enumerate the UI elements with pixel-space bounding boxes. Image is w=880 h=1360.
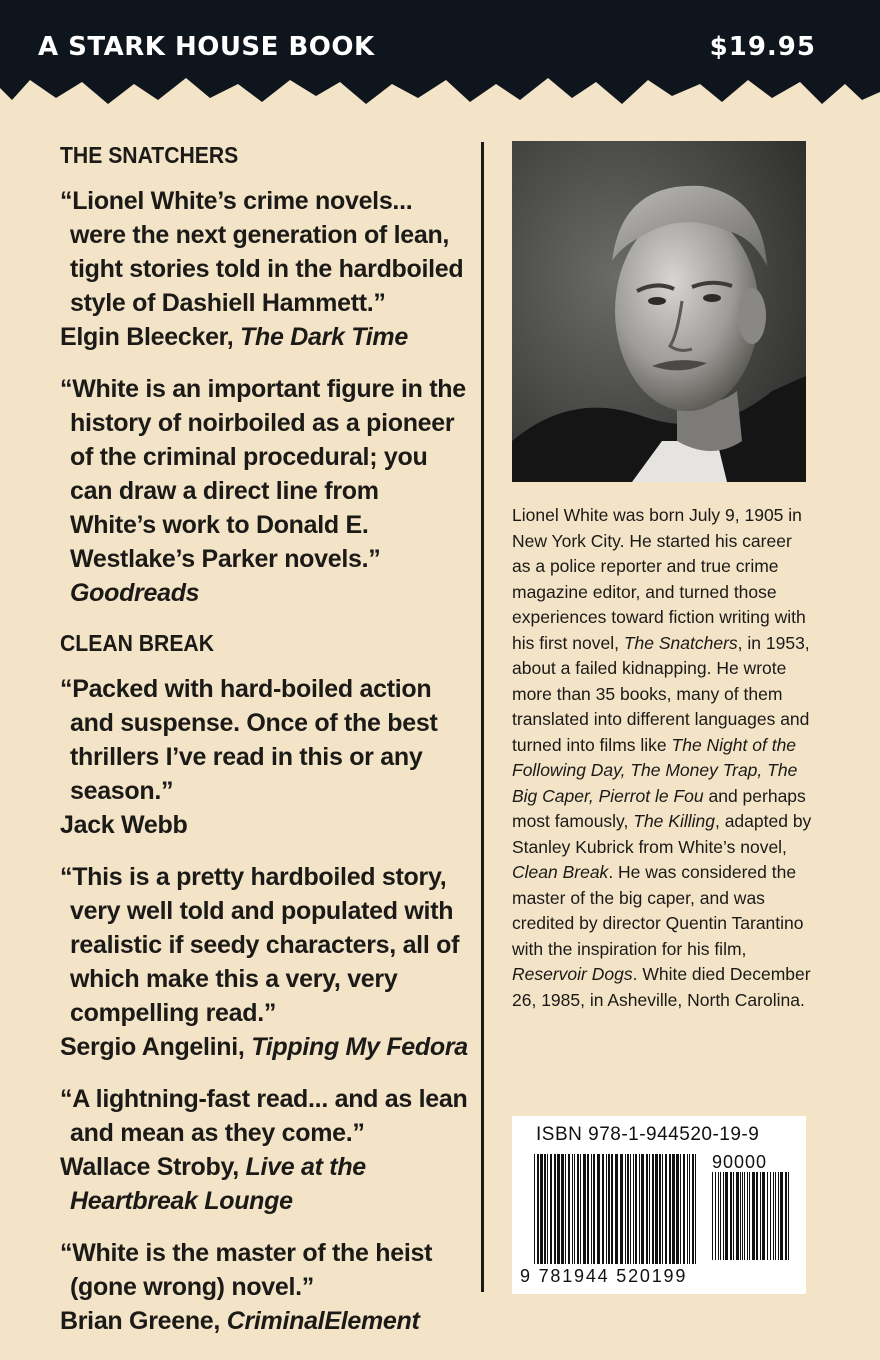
- ean-digits: 9 781944 520199: [520, 1266, 688, 1286]
- ean-barcode: [534, 1154, 702, 1264]
- section-heading-snatchers: THE SNATCHERS: [60, 142, 239, 168]
- quote-text: “White is an important figure in the history of noirboiled as a pioneer of the criminal procedural; you can draw a direct line from White’s work to Donald E. Westlake’s Parker novels.” Goodreads: [60, 375, 466, 607]
- author-bio: [512, 503, 812, 1013]
- quote-text: “This is a pretty hardboiled story, very well told and populated with realistic if seedy characters, all of which make this a very, very compelling read.”: [60, 863, 460, 1027]
- column-divider: [481, 142, 484, 1292]
- section-heading-clean-break: CLEAN BREAK: [60, 630, 214, 656]
- quote-source: Sergio Angelini, Tipping My Fedora: [60, 1033, 468, 1061]
- isbn-label: ISBN 978-1-944520-19-9: [536, 1124, 760, 1145]
- quote-webb: [58, 672, 468, 842]
- quote-text: “A lightning-fast read... and as lean and mean as they come.”: [60, 1085, 468, 1147]
- supplement-barcode: [712, 1172, 792, 1260]
- price-code-label: 90000: [712, 1152, 768, 1172]
- bio-paragraph: Lionel White was born July 9, 1905 in New York City. He started his career as a police reporter and true crime magazine editor, and turned those experiences toward fiction writing with his first novel, The Snatchers, in 1953, about a failed kidnapping. He wrote more than 35 books, many of them translated into different languages and turned into films like The Night of the Following Day, The Money Trap, The Big Caper, Pierrot le Fou and perhaps most famously, The Killing, adapted by Stanley Kubrick from White’s novel, Clean Break. He was considered the master of the big caper, and was credited by director Quentin Tarantino with the inspiration for his film, Reservoir Dogs. White died December 26, 1985, in Asheville, North Carolina.: [512, 505, 812, 1010]
- quote-greene: [58, 1236, 468, 1338]
- quote-source: Goodreads: [70, 579, 200, 607]
- quote-stroby: [58, 1082, 468, 1218]
- quote-angelini: [58, 860, 468, 1064]
- quote-text: “Lionel White’s crime novels... were the next generation of lean, tight stories told in the hardboiled style of Dashiell Hammett.”: [60, 187, 464, 317]
- quote-source: Wallace Stroby, Live at the Heartbreak Lounge: [60, 1153, 366, 1215]
- barcode-box: [512, 1116, 806, 1294]
- quote-bleecker: [58, 184, 468, 354]
- top-banner: [0, 0, 880, 115]
- quote-source: Brian Greene, CriminalElement: [60, 1307, 420, 1335]
- quote-text: “White is the master of the heist (gone wrong) novel.”: [60, 1239, 433, 1301]
- reviews-column: [58, 140, 468, 1356]
- quote-text: “Packed with hard-boiled action and suspense. Once of the best thrillers I’ve read in this or any season.”: [60, 675, 438, 805]
- quote-source: Jack Webb: [60, 811, 188, 839]
- publisher-label: A STARK HOUSE BOOK: [38, 32, 375, 62]
- quote-source: Elgin Bleecker, The Dark Time: [60, 323, 408, 351]
- author-photo: [512, 141, 806, 482]
- price-label: $19.95: [709, 32, 816, 62]
- quote-goodreads: [58, 372, 468, 610]
